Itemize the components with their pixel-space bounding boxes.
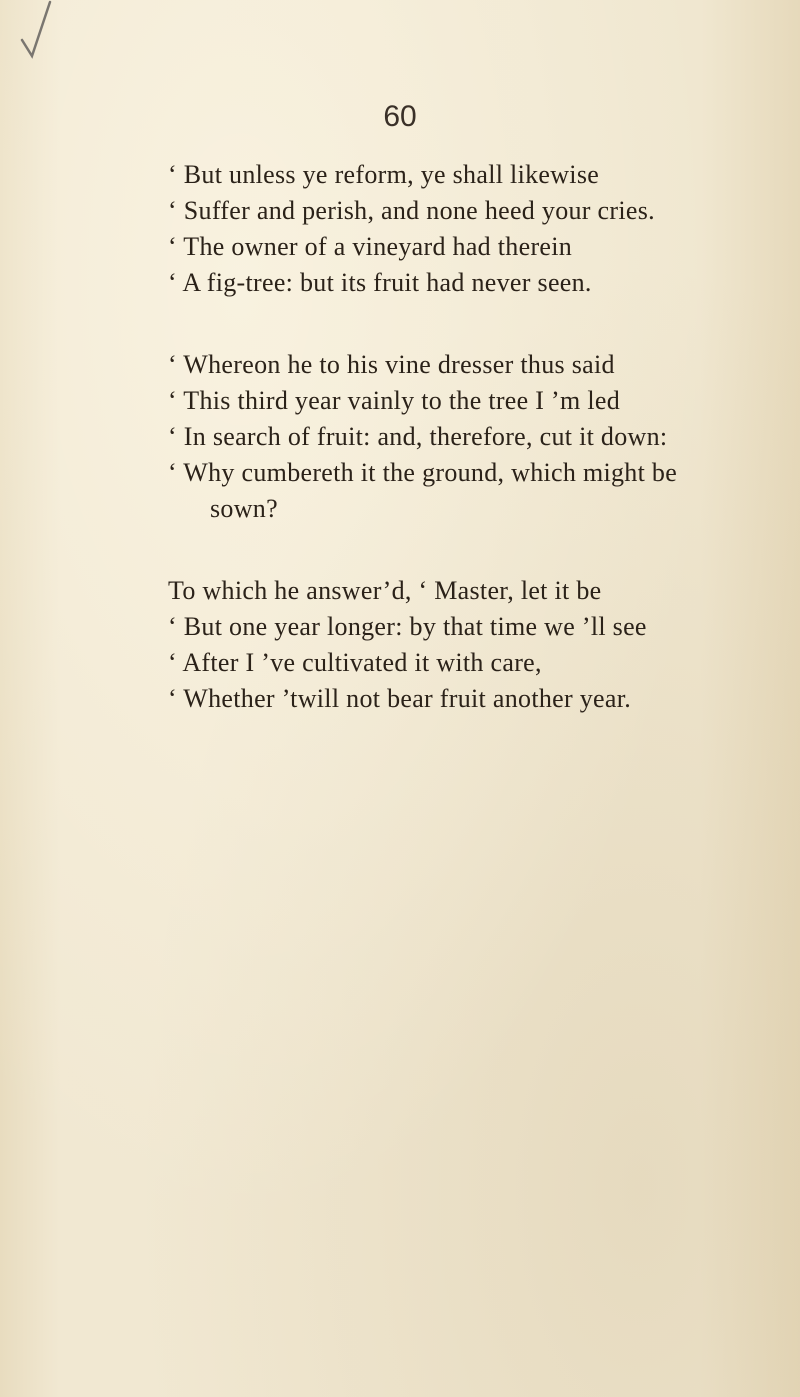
verse-line: ‘ A fig-tree: but its fruit had never seen. (168, 268, 592, 297)
verse-line: ‘ But unless ye reform, ye shall likewise (168, 160, 600, 189)
verse-line: sown? (210, 494, 278, 523)
verse-line: ‘ But one year longer: by that time we ’ll see (168, 612, 647, 641)
verse-line: ‘ Whether ’twill not bear fruit another year. (168, 684, 632, 713)
verse-line: ‘ This third year vainly to the tree I ’m led (168, 386, 620, 415)
verse-line: ‘ Whereon he to his vine dresser thus said (168, 350, 615, 379)
verse-line: ‘ In search of fruit: and, therefore, cut it down: (168, 422, 668, 451)
verse-line: To which he answer’d, ‘ Master, let it be (168, 576, 602, 605)
verse-line: ‘ Suffer and perish, and none heed your cries. (168, 196, 655, 225)
verse-line: ‘ The owner of a vineyard had therein (168, 232, 573, 261)
pencil-check-mark (2, 0, 82, 70)
verse-line: ‘ Why cumbereth it the ground, which might be (168, 458, 678, 487)
page-number: 60 (383, 100, 417, 133)
verse-line: ‘ After I ’ve cultivated it with care, (168, 648, 542, 677)
